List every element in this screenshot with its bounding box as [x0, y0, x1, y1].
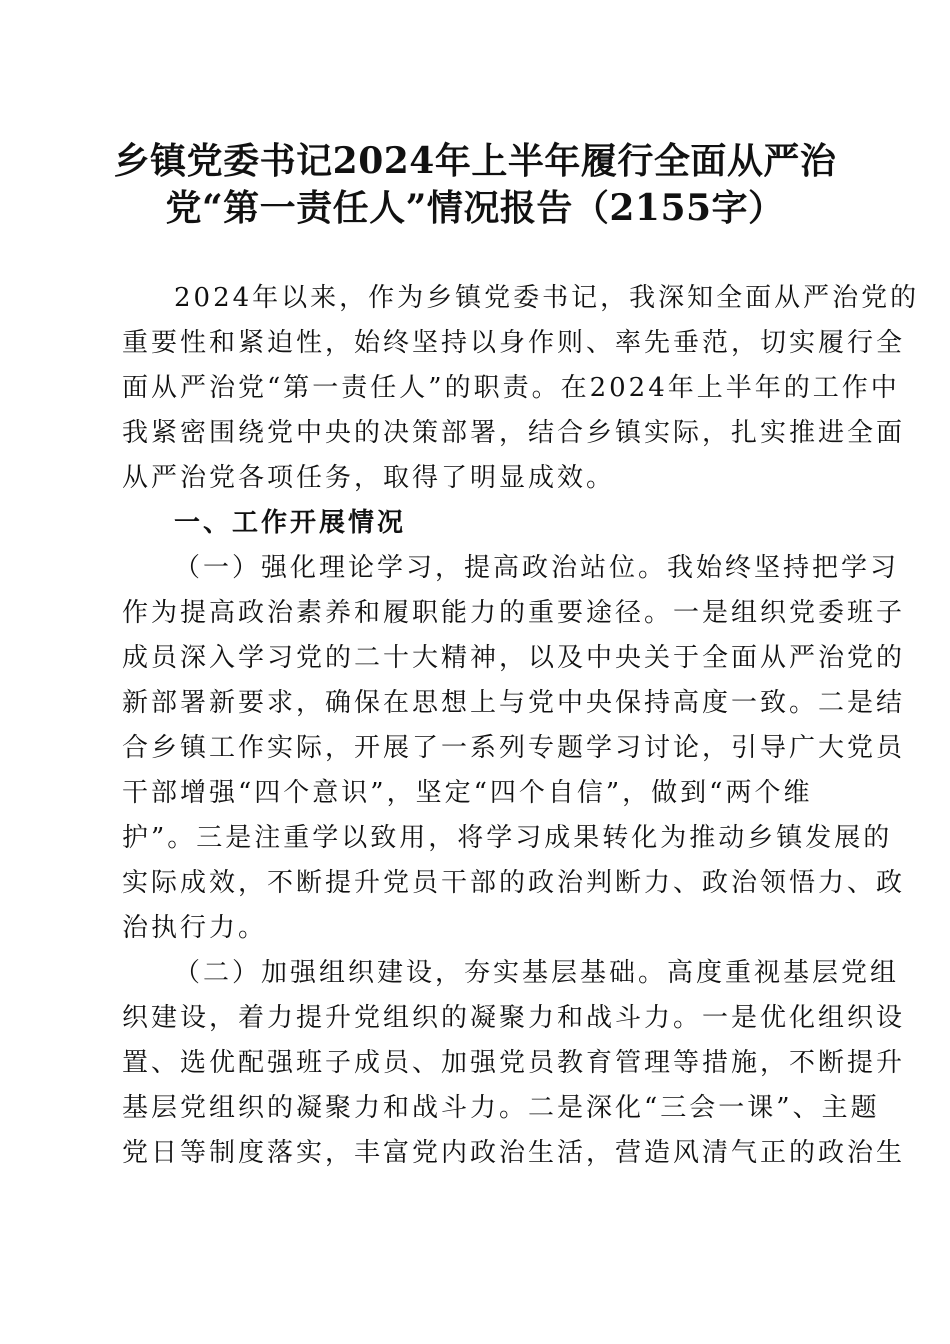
paragraph-line: 实际成效，不断提升党员干部的政治判断力、政治领悟力、政: [122, 868, 906, 898]
paragraph-line: 置、选优配强班子成员、加强党员教育管理等措施，不断提升: [122, 1048, 906, 1078]
intro-paragraph: [122, 276, 920, 501]
paragraph-line: 重要性和紧迫性，始终坚持以身作则、率先垂范，切实履行全: [122, 328, 906, 358]
title-line-1: 乡镇党委书记2024年上半年履行全面从严治: [113, 140, 837, 182]
paragraph-line: 党日等制度落实，丰富党内政治生活，营造风清气正的政治生: [122, 1138, 906, 1168]
paragraph-line: 干部增强“四个意识”，坚定“四个自信”，做到“两个维: [122, 778, 813, 808]
paragraph-line: （一）强化理论学习，提高政治站位。我始终坚持把学习: [174, 553, 900, 583]
section-heading-block: [122, 501, 828, 546]
paragraph-line: 护”。三是注重学以致用，将学习成果转化为推动乡镇发展的: [122, 823, 893, 853]
title-line-2: 党“第一责任人”情况报告（2155字）: [165, 187, 785, 229]
paragraph-line: （二）加强组织建设，夯实基层基础。高度重视基层党组: [174, 958, 900, 988]
document-title: [100, 138, 850, 232]
paragraph-line: 面从严治党“第一责任人”的职责。在2024年上半年的工作中: [122, 373, 900, 403]
paragraph-line: 新部署新要求，确保在思想上与党中央保持高度一致。二是结: [122, 688, 906, 718]
paragraph-line: 作为提高政治素养和履职能力的重要途径。一是组织党委班子: [122, 598, 906, 628]
paragraph-line: 成员深入学习党的二十大精神，以及中央关于全面从严治党的: [122, 643, 906, 673]
paragraph-line: 织建设，着力提升党组织的凝聚力和战斗力。一是优化组织设: [122, 1003, 906, 1033]
paragraph-line: 治执行力。: [122, 913, 268, 943]
section-2-paragraph: [122, 951, 906, 1176]
paragraph-line: 我紧密围绕党中央的决策部署，结合乡镇实际，扎实推进全面: [122, 418, 906, 448]
paragraph-line: 基层党组织的凝聚力和战斗力。二是深化“三会一课”、主题: [122, 1093, 880, 1123]
section-1-paragraph: [122, 546, 906, 951]
paragraph-line: 从严治党各项任务，取得了明显成效。: [122, 463, 616, 493]
paragraph-line: 2024年以来，作为乡镇党委书记，我深知全面从严治党的: [174, 283, 920, 313]
paragraph-line: 合乡镇工作实际，开展了一系列专题学习讨论，引导广大党员: [122, 733, 906, 763]
section-heading: 一、工作开展情况: [174, 508, 407, 538]
